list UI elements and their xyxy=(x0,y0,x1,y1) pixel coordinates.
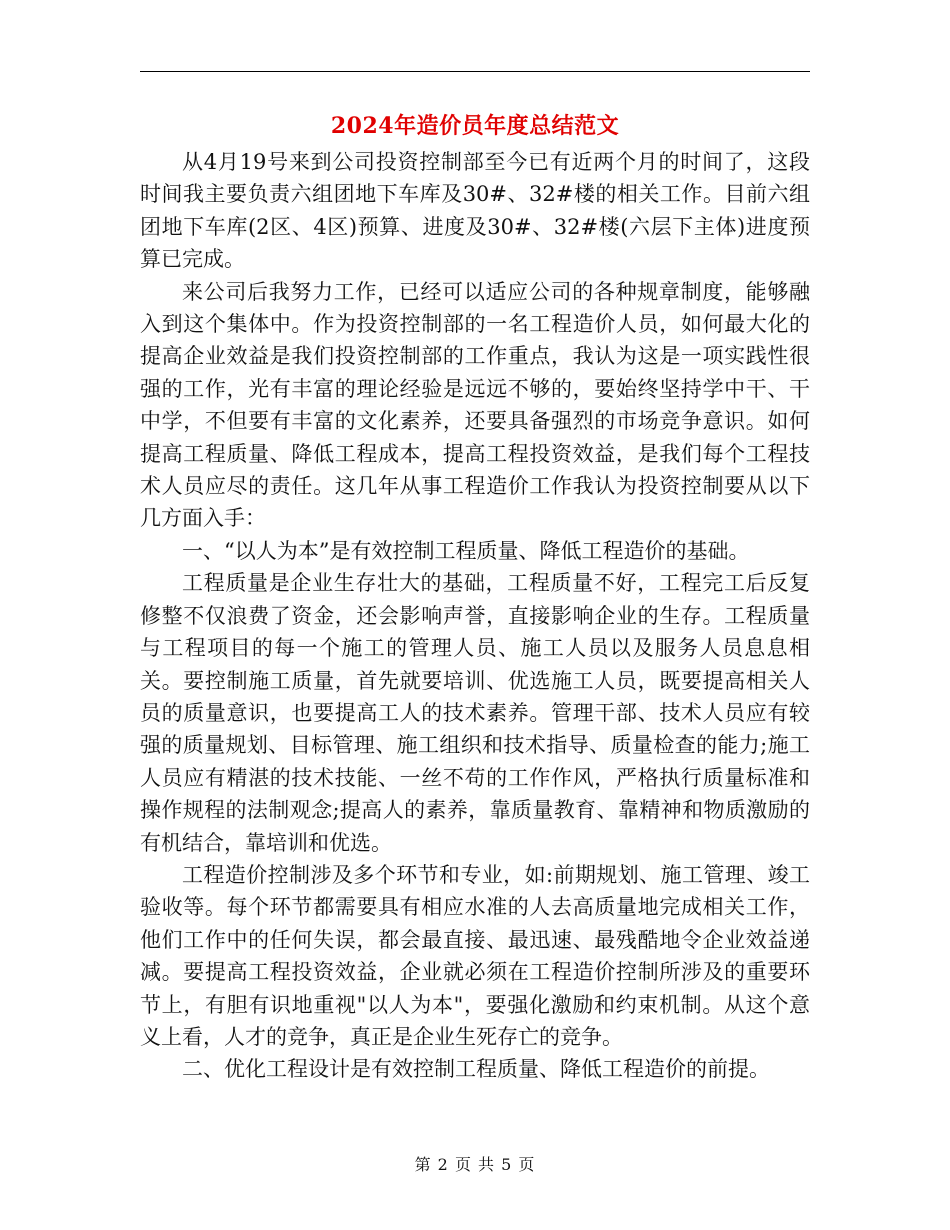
section-heading: 二、优化工程设计是有效控制工程质量、降低工程造价的前提。 xyxy=(182,1057,770,1082)
header-rule xyxy=(140,71,810,72)
paragraph: 从4月19号来到公司投资控制部至今已有近两个月的时间了，这段时间我主要负责六组团地下车库及30#、32#楼的相关工作。目前六组团地下车库(2区、4区)预算、进度及30#、32#楼(六层下主体)进度预算已完成。 xyxy=(140,150,810,272)
paragraph: 来公司后我努力工作，已经可以适应公司的各种规章制度，能够融入到这个集体中。作为投资控制部的一名工程造价人员，如何最大化的提高企业效益是我们投资控制部的工作重点，我认为这是一项实践性很强的工作，光有丰富的理论经验是远远不够的，要始终坚持学中干、干中学，不但要有丰富的文化素养，还要具备强烈的市场竞争意识。如何提高工程质量、降低工程成本，提高工程投资效益，是我们每个工程技术人员应尽的责任。这几年从事工程造价工作我认为投资控制要从以下几方面入手： xyxy=(140,279,810,531)
page-number-footer: 第 2 页 共 5 页 xyxy=(414,1155,536,1174)
paragraph: 工程造价控制涉及多个环节和专业，如:前期规划、施工管理、竣工验收等。每个环节都需要具有相应水准的人去高质量地完成相关工作，他们工作中的任何失误，都会最直接、最迅速、最残酷地令企业效益递减。要提高工程投资效益，企业就必须在工程造价控制所涉及的重要环节上，有胆有识地重视"以人为本"，要强化激励和约束机制。从这个意义上看，人才的竞争，真正是企业生死存亡的竞争。 xyxy=(140,862,810,1049)
paragraph: 工程质量是企业生存壮大的基础，工程质量不好，工程完工后反复修整不仅浪费了资金，还会影响声誉，直接影响企业的生存。工程质量与工程项目的每一个施工的管理人员、施工人员以及服务人员息息相关。要控制施工质量，首先就要培训、优选施工人员，既要提高相关人员的质量意识，也要提高工人的技术素养。管理干部、技术人员应有较强的质量规划、目标管理、施工组织和技术指导、质量检查的能力;施工人员应有精湛的技术技能、一丝不苟的工作作风，严格执行质量标准和操作规程的法制观念;提高人的素养，靠质量教育、靠精神和物质激励的有机结合，靠培训和优选。 xyxy=(140,571,810,855)
document-body xyxy=(140,146,810,1086)
section-heading: 一、“以人为本”是有效控制工程质量、降低工程造价的基础。 xyxy=(182,538,750,563)
document-title: 2024年造价员年度总结范文 xyxy=(330,113,620,139)
